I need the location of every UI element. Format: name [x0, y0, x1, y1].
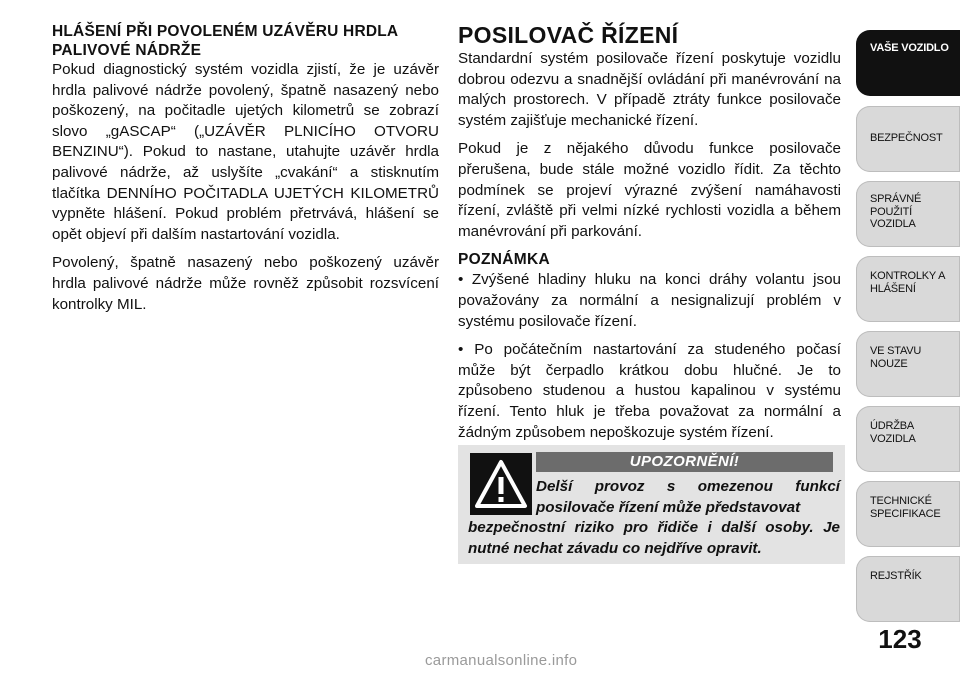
- warning-text-indented: Delší provoz s omezenou funkcí posilovače řízení může představovat: [536, 478, 840, 516]
- tab-label: VAŠE VOZIDLO: [870, 42, 949, 54]
- tab-vase-vozidlo[interactable]: [856, 30, 960, 96]
- tab-label: SPRÁVNÉ POUŽITÍ VOZIDLA: [870, 193, 922, 230]
- tab-ve-stavu-nouze[interactable]: [856, 331, 960, 397]
- tab-bezpecnost[interactable]: [856, 106, 960, 172]
- paragraph: Standardní systém posilovače řízení poskytuje vozidlu dobrou odezvu a snadnější ovládání při manévrování na malých prostorech. V případě ztráty funkce posilovače systém zajišťuje mechanické řízení.: [458, 50, 841, 129]
- tab-spravne-pouziti[interactable]: [856, 181, 960, 247]
- note-item: • Zvýšené hladiny hluku na konci dráhy volantu jsou považovány za normální a nesignalizují problém v systému posilovače řízení.: [458, 271, 841, 330]
- tab-kontrolky[interactable]: [856, 256, 960, 322]
- right-column: [458, 22, 841, 451]
- left-column: [52, 22, 439, 323]
- tab-udrzba[interactable]: [856, 406, 960, 472]
- section-heading-gas-cap: HLÁŠENÍ PŘI POVOLENÉM UZÁVĚRU HRDLA PALIVOVÉ NÁDRŽE: [52, 23, 398, 59]
- warning-text-rest: bezpečnostní riziko pro řidiče i další osoby. Je nutné nechat závadu co nejdříve opravit.: [468, 519, 840, 557]
- tab-label: REJSTŘÍK: [870, 570, 922, 582]
- page-number: 123: [878, 624, 922, 654]
- tab-rejstrik[interactable]: [856, 556, 960, 622]
- paragraph: Pokud je z nějakého důvodu funkce posilovače přerušena, bude stále možné vozidlo řídit. Za těchto podmínek se projeví výrazné zvýšení namáhavosti řízení, zvláště při velmi nízké rychlosti vozidla a během manévrování při parkování.: [458, 140, 841, 240]
- section-title-power-steering: POSILOVAČ ŘÍZENÍ: [458, 22, 679, 48]
- tab-label: VE STAVU NOUZE: [870, 345, 922, 370]
- chapter-tabs: [856, 0, 960, 678]
- paragraph: Pokud diagnostický systém vozidla zjistí, že je uzávěr hrdla palivové nádrže povolený, špatně nasazený nebo poškozený, na počitadle ujetých kilometrů se zobrazí slovo „gASCAP“ („UZÁVĚR PLNICÍHO OTVORU BENZINU“). Pokud to nastane, utahujte uzávěr hrdla palivové nádrže, až uslyšíte „cvakání“ a stisknutím tlačítka DENNÍHO POČITADLA UJETÝCH KILOMETRŮ vypněte hlášení. Pokud problém přetrvává, hlášení se opět objeví při dalším nastartování vozidla.: [52, 61, 439, 243]
- tab-label: TECHNICKÉ SPECIFIKACE: [870, 495, 941, 520]
- tab-technicke-specifikace[interactable]: [856, 481, 960, 547]
- note-item: • Po počátečním nastartování za studeného počasí může být čerpadlo krátkou dobu hlučné. Je to způsobeno studenou a hustou kapalinou v systému řízení. Tento hluk je třeba považovat za normální a žádným způsobem nepoškozuje systém řízení.: [458, 341, 841, 441]
- warning-box: [458, 445, 845, 564]
- tab-label: KONTROLKY A HLÁŠENÍ: [870, 270, 945, 295]
- warning-label: UPOZORNĚNÍ!: [536, 452, 833, 472]
- tab-label: BEZPEČNOST: [870, 132, 943, 144]
- warning-text: [468, 477, 840, 559]
- watermark: carmanualsonline.info: [425, 652, 578, 669]
- note-heading: POZNÁMKA: [458, 251, 550, 269]
- tab-label: ÚDRŽBA VOZIDLA: [870, 420, 916, 445]
- paragraph: Povolený, špatně nasazený nebo poškozený uzávěr hrdla palivové nádrže může rovněž způsobit rozsvícení kontrolky MIL.: [52, 254, 439, 313]
